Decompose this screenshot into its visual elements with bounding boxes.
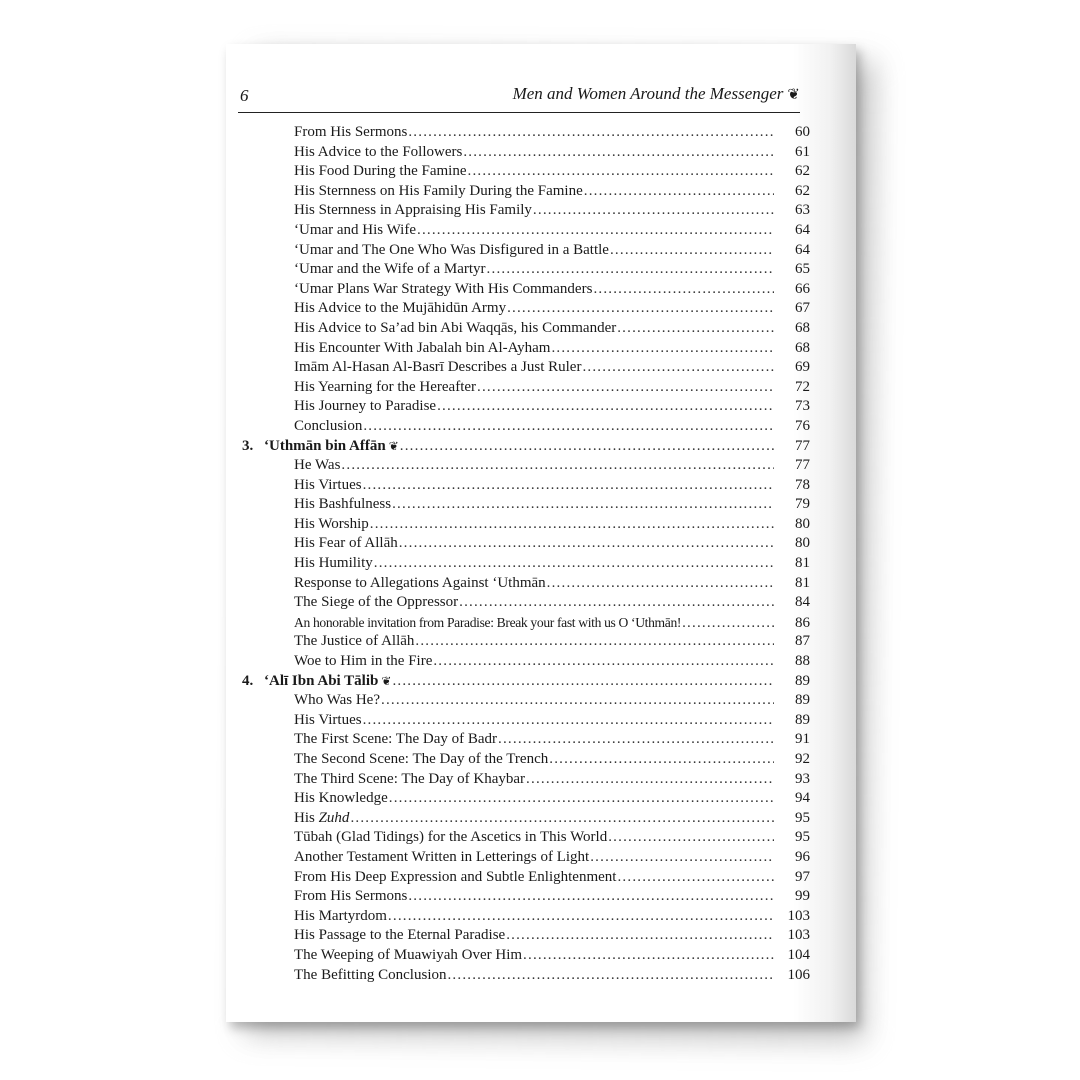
toc-page-number: 86 [795, 614, 810, 631]
toc-entry-title-text: Another Testament Written in Letterings of Light [294, 848, 590, 865]
toc-entry-row [242, 123, 810, 143]
dot-leader [363, 711, 774, 731]
running-title-text: Men and Women Around the Messenger [512, 84, 784, 103]
toc-entry-row [242, 299, 810, 319]
toc-entry-row [242, 182, 810, 202]
toc-entry-row [242, 319, 810, 339]
toc-entry-title [242, 574, 546, 594]
toc-entry-row [242, 574, 810, 594]
toc-entry-title [242, 495, 391, 515]
toc-entry-title-text: His Fear of Allāh [294, 535, 398, 552]
toc-entry-title-text: The Justice of Allāh [294, 633, 415, 650]
toc-page-number: 73 [795, 398, 810, 415]
dot-leader [584, 182, 774, 202]
toc-entry-row [242, 652, 810, 672]
toc-entry-title-text: His Advice to the Followers [294, 143, 463, 160]
toc-entry-title [242, 750, 548, 770]
toc-entry-title-text: From His Sermons [294, 888, 408, 905]
dot-leader [487, 260, 774, 280]
toc-entry-title [242, 868, 616, 888]
toc-entry-title [242, 417, 362, 437]
toc-entry-title [242, 182, 583, 202]
dot-leader [381, 691, 774, 711]
dot-leader [417, 221, 774, 241]
dot-leader [341, 456, 774, 476]
dot-leader [370, 515, 774, 535]
dot-leader [363, 417, 774, 437]
dot-leader [533, 201, 774, 221]
dot-leader [350, 809, 774, 829]
toc-page-number: 96 [795, 848, 810, 865]
dot-leader [498, 730, 774, 750]
toc-entry-title-text: His Journey to Paradise [294, 398, 437, 415]
toc-entry-title-text: ‘Umar Plans War Strategy With His Commanders [294, 280, 593, 297]
dot-leader [363, 476, 774, 496]
toc-page-number: 72 [795, 378, 810, 395]
toc-entry-row [242, 848, 810, 868]
dot-leader [593, 280, 774, 300]
toc-page-number: 66 [795, 280, 810, 297]
toc-entry-row [242, 828, 810, 848]
toc-entry-title-text: His Sternness on His Family During the Famine [294, 182, 583, 199]
toc-page-number: 62 [795, 163, 810, 180]
toc-entry-title-text: His Sternness in Appraising His Family [294, 202, 532, 219]
toc-entry-title-text: Response to Allegations Against ‘Uthmān [294, 574, 546, 591]
toc-page-number: 79 [795, 496, 810, 513]
dot-leader [459, 593, 774, 613]
italic-term: Zuhd [318, 809, 350, 826]
toc-entry-title [242, 299, 506, 319]
toc-entry-title-text: The Second Scene: The Day of the Trench [294, 751, 549, 767]
toc-entry-row [242, 260, 810, 280]
toc-page-number: 68 [795, 319, 810, 336]
toc-page-number: 94 [795, 790, 810, 807]
toc-entry-row [242, 339, 810, 359]
toc-entry-title [242, 339, 550, 359]
dot-leader [610, 241, 774, 261]
toc-entry-title-text: The Befitting Conclusion [294, 966, 447, 983]
toc-entry-title-text: ‘Uthmān bin Affān [264, 437, 386, 454]
toc-entry-title-text: His Yearning for the Hereafter [294, 378, 477, 395]
toc-page-number: 91 [795, 731, 810, 748]
table-of-contents [242, 123, 810, 985]
toc-chapter-number: 4. [242, 672, 254, 689]
toc-page-number: 80 [795, 535, 810, 552]
toc-entry-title-text: His Zuhd [294, 809, 350, 826]
toc-entry-title-text: The First Scene: The Day of Badr [294, 731, 498, 748]
toc-page-number: 89 [795, 711, 810, 728]
toc-page-number: 77 [795, 437, 810, 454]
dot-leader [400, 437, 774, 457]
toc-page-number: 60 [795, 124, 810, 140]
toc-entry-row [242, 613, 810, 633]
toc-page-number: 81 [795, 555, 810, 572]
toc-entry-row [242, 515, 810, 535]
salutation-calligraphy-icon: ❦ [388, 438, 399, 453]
toc-page-number: 103 [787, 927, 810, 944]
toc-page-number: 81 [795, 574, 810, 591]
toc-entry-title-text: His Knowledge [294, 790, 388, 807]
dot-leader [447, 966, 774, 986]
toc-page-number: 89 [795, 692, 810, 709]
toc-entry-title-text: Tūbah (Glad Tidings) for the Ascetics in This World [294, 829, 608, 846]
dot-leader [408, 123, 774, 143]
toc-page-number: 69 [795, 359, 810, 376]
dot-leader [617, 868, 774, 888]
dot-leader [433, 652, 774, 672]
toc-page-number: 97 [795, 868, 810, 885]
toc-page-number: 64 [795, 241, 810, 258]
toc-entry-row [242, 750, 810, 770]
toc-entry-title-text: Imām Al-Hasan Al-Basrī Describes a Just Ruler [294, 359, 582, 376]
toc-entry-title [242, 966, 446, 986]
toc-entry-title [242, 201, 532, 221]
toc-entry-row [242, 221, 810, 241]
toc-entry-row [242, 280, 810, 300]
toc-entry-title-text: ‘Umar and His Wife [294, 221, 416, 238]
toc-page-number: 89 [795, 672, 810, 689]
toc-page-number: 95 [795, 829, 810, 846]
toc-entry-title [242, 730, 497, 750]
toc-entry-title-text: His Worship [294, 515, 369, 532]
toc-entry-title-text: His Martyrdom [294, 907, 387, 924]
toc-entry-row [242, 711, 810, 731]
toc-entry-row [242, 632, 810, 652]
dot-leader [392, 495, 774, 515]
toc-entry-row [242, 868, 810, 888]
page-header [238, 82, 800, 113]
toc-entry-row [242, 241, 810, 261]
dot-leader [506, 926, 774, 946]
toc-page-number: 77 [795, 457, 810, 474]
dot-leader [399, 534, 774, 554]
toc-entry-title-text: The Siege of the Oppressor [294, 594, 459, 611]
toc-page-number: 92 [795, 751, 810, 767]
toc-chapter-row [242, 672, 810, 692]
toc-page-number: 80 [795, 515, 810, 532]
toc-entry-row [242, 809, 810, 829]
toc-entry-title [242, 907, 387, 927]
toc-entry-title [242, 397, 436, 417]
toc-entry-row [242, 926, 810, 946]
toc-entry-title-text: His Advice to Sa’ad bin Abi Waqqās, his Commander [294, 319, 617, 336]
toc-entry-title-text: His Passage to the Eternal Paradise [294, 927, 506, 944]
dot-leader [682, 614, 774, 634]
toc-entry-row [242, 495, 810, 515]
dot-leader [547, 574, 774, 594]
toc-page-number: 84 [795, 594, 810, 611]
toc-entry-row [242, 593, 810, 613]
toc-entry-row [242, 162, 810, 182]
toc-entry-title-text: Who Was He? [294, 692, 380, 709]
toc-entry-row [242, 966, 810, 986]
dot-leader [415, 632, 774, 652]
toc-entry-title-text: Woe to Him in the Fire [294, 653, 433, 670]
toc-entry-row [242, 456, 810, 476]
dot-leader [608, 828, 774, 848]
toc-entry-row [242, 907, 810, 927]
toc-entry-title [242, 221, 416, 241]
dot-leader [549, 750, 774, 770]
toc-entry-row [242, 946, 810, 966]
toc-entry-title [242, 554, 373, 574]
dot-leader [468, 162, 775, 182]
dot-leader [523, 946, 774, 966]
toc-entry-row [242, 887, 810, 907]
toc-page-number: 87 [795, 633, 810, 650]
toc-entry-title [242, 476, 362, 496]
toc-page-number: 63 [795, 202, 810, 219]
toc-page-number: 76 [795, 417, 810, 434]
toc-entry-title [242, 887, 407, 907]
dot-leader [617, 319, 774, 339]
toc-entry-row [242, 534, 810, 554]
toc-entry-title-text: His Encounter With Jabalah bin Al-Ayham [294, 339, 551, 356]
toc-entry-row [242, 554, 810, 574]
toc-page-number: 103 [787, 907, 810, 924]
toc-entry-title [242, 378, 476, 398]
toc-entry-title [242, 789, 388, 809]
dot-leader [389, 789, 774, 809]
toc-page-number: 78 [795, 476, 810, 493]
toc-entry-title [242, 123, 407, 143]
toc-entry-title-text: His Food During the Famine [294, 163, 467, 180]
toc-entry-title [242, 260, 486, 280]
toc-entry-row [242, 378, 810, 398]
toc-page-number: 106 [787, 966, 810, 983]
toc-entry-title [242, 241, 609, 261]
toc-entry-title [242, 652, 432, 672]
toc-entry-title [242, 280, 592, 300]
toc-page-number: 104 [787, 946, 810, 963]
toc-entry-title-text: His Virtues [294, 711, 362, 728]
toc-entry-row [242, 201, 810, 221]
toc-entry-row [242, 358, 810, 378]
toc-entry-title-text: From His Sermons [294, 124, 408, 140]
dot-leader [437, 397, 774, 417]
toc-chapter-number: 3. [242, 437, 254, 454]
toc-entry-title [242, 613, 681, 633]
running-title [513, 84, 800, 104]
salutation-calligraphy-icon: ❦ [381, 673, 392, 688]
toc-entry-row [242, 770, 810, 790]
toc-entry-row [242, 730, 810, 750]
toc-entry-title [242, 162, 467, 182]
toc-entry-title-text: ‘Umar and the Wife of a Martyr [294, 261, 486, 278]
toc-entry-title [242, 828, 607, 848]
toc-entry-title-text: From His Deep Expression and Subtle Enlightenment [294, 868, 617, 885]
toc-page-number: 93 [795, 770, 810, 787]
toc-entry-row [242, 789, 810, 809]
toc-entry-title [242, 515, 369, 535]
toc-page-number: 99 [795, 888, 810, 905]
toc-entry-title-text: His Virtues [294, 476, 362, 493]
toc-entry-title [242, 946, 522, 966]
toc-entry-title-text: ‘Umar and The One Who Was Disfigured in a Battle [294, 241, 609, 258]
dot-leader [582, 358, 774, 378]
dot-leader [388, 907, 774, 927]
toc-entry-title [242, 456, 340, 476]
toc-entry-title-text: His Bashfulness [294, 496, 392, 513]
dot-leader [408, 887, 774, 907]
toc-entry-title [242, 358, 581, 378]
toc-entry-title [264, 672, 391, 692]
toc-entry-title [242, 632, 414, 652]
toc-page-number: 62 [795, 182, 810, 199]
toc-entry-row [242, 143, 810, 163]
toc-chapter-row [242, 437, 810, 457]
toc-entry-title [242, 319, 616, 339]
dot-leader [526, 770, 774, 790]
toc-entry-title-text: The Weeping of Muawiyah Over Him [294, 946, 523, 963]
toc-entry-title-text: His Advice to the Mujāhidūn Army [294, 300, 507, 317]
toc-entry-title [242, 926, 505, 946]
toc-entry-row [242, 476, 810, 496]
dot-leader [590, 848, 774, 868]
toc-page-number: 88 [795, 653, 810, 670]
toc-entry-title [242, 691, 380, 711]
toc-entry-row [242, 417, 810, 437]
toc-page-number: 61 [795, 143, 810, 160]
toc-entry-title-text: Conclusion [294, 417, 363, 434]
dot-leader [477, 378, 774, 398]
toc-entry-title-text: The Third Scene: The Day of Khaybar [294, 770, 526, 787]
toc-entry-title-text: An honorable invitation from Paradise: Break your fast with us O ‘Uthmān! [294, 614, 682, 630]
toc-entry-title [242, 143, 462, 163]
toc-entry-title [242, 711, 362, 731]
dot-leader [551, 339, 774, 359]
toc-entry-title-text: He Was [294, 457, 341, 474]
toc-page-number: 64 [795, 221, 810, 238]
dot-leader [374, 554, 774, 574]
toc-entry-row [242, 397, 810, 417]
toc-entry-title [242, 534, 398, 554]
salutation-calligraphy-icon: ❦ [787, 85, 800, 103]
page-number: 6 [240, 86, 249, 105]
toc-entry-title-text: ‘Alī Ibn Abi Tālib [264, 672, 379, 689]
toc-entry-title [264, 437, 399, 457]
toc-page-number: 95 [795, 809, 810, 826]
toc-entry-title [242, 770, 525, 790]
toc-page-number: 67 [795, 300, 810, 317]
toc-entry-title-text: His Humility [294, 555, 373, 572]
dot-leader [392, 672, 774, 692]
toc-page-number: 65 [795, 261, 810, 278]
dot-leader [507, 299, 774, 319]
toc-entry-title [242, 593, 458, 613]
dot-leader [463, 143, 774, 163]
toc-page-number: 68 [795, 339, 810, 356]
toc-entry-title [242, 848, 589, 868]
toc-entry-title [242, 809, 349, 829]
toc-entry-row [242, 691, 810, 711]
